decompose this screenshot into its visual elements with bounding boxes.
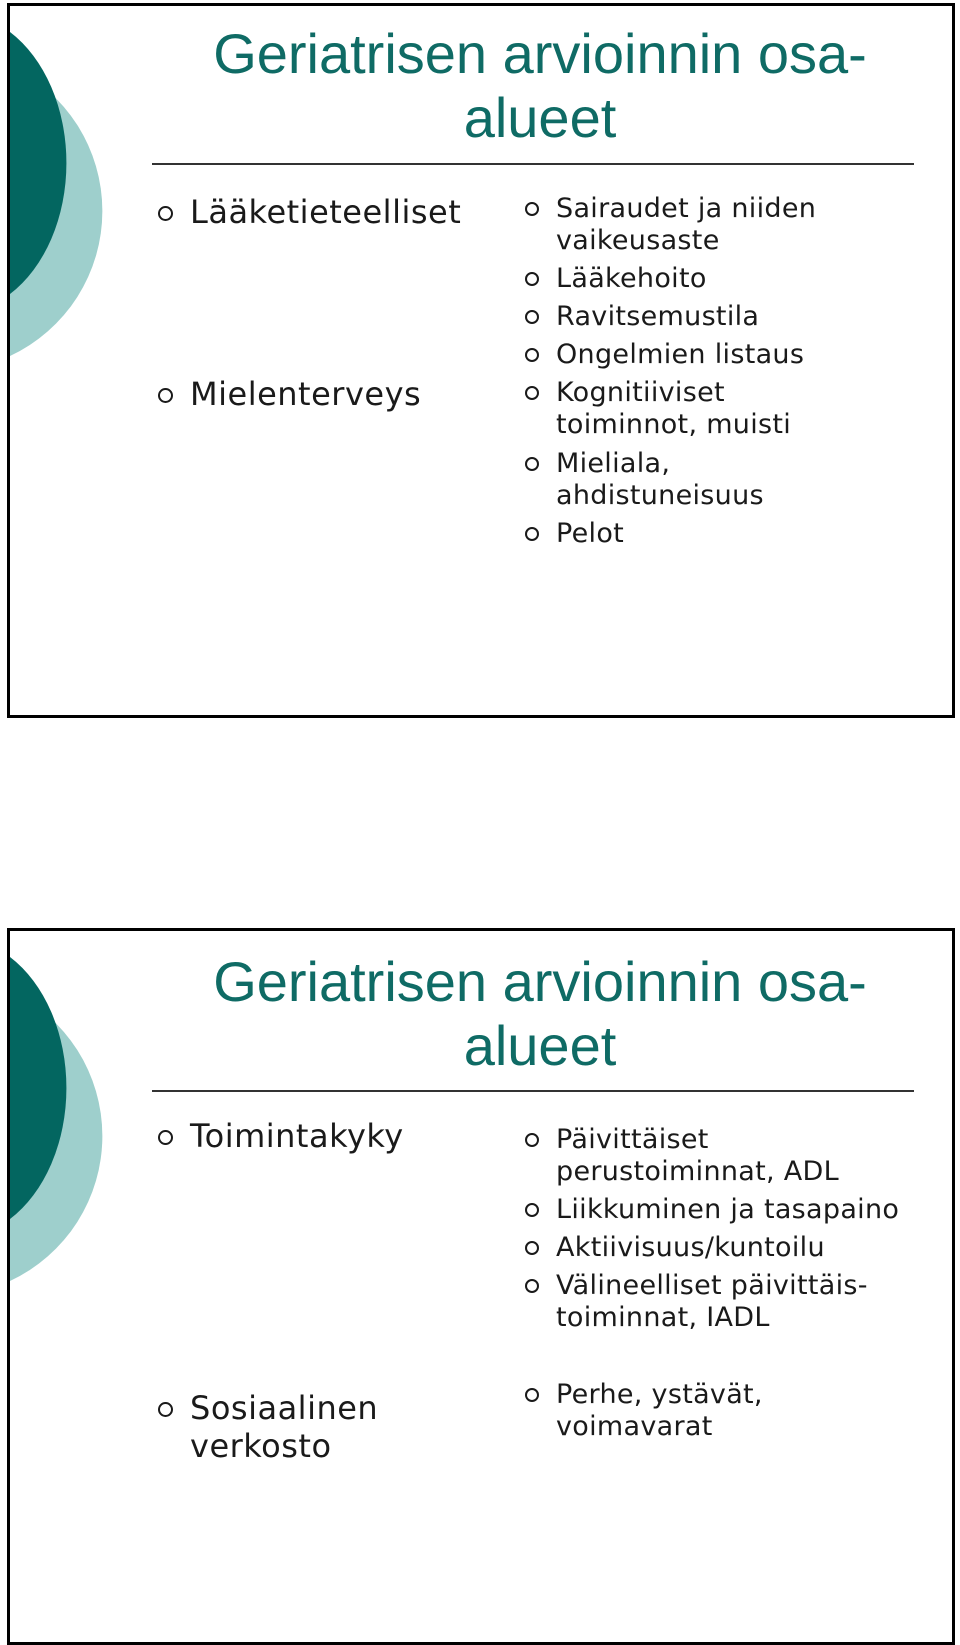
left-list-item	[158, 1117, 404, 1155]
right-list-item	[525, 1270, 868, 1334]
title-line-2: alueet	[463, 86, 617, 149]
right-item-text: Ravitsemustila	[556, 301, 760, 332]
right-item-line: ahdistuneisuus	[556, 480, 764, 511]
right-item-line: Mieliala,	[556, 448, 671, 479]
title-line-2: alueet	[463, 1014, 617, 1077]
left-item-line: Sosiaalinen	[190, 1389, 379, 1427]
right-item-text: Pelot	[556, 518, 625, 549]
hollow-bullet-icon	[525, 310, 539, 324]
hollow-bullet-icon	[158, 1130, 173, 1145]
hollow-bullet-icon	[525, 527, 539, 541]
right-list-item	[525, 1194, 899, 1226]
left-item-text: Toimintakyky	[190, 1117, 404, 1155]
hollow-bullet-icon	[525, 1203, 539, 1217]
hollow-bullet-icon	[525, 1279, 539, 1293]
right-item-line: Päivittäiset	[556, 1124, 709, 1155]
hollow-bullet-icon	[525, 272, 539, 286]
left-item-text	[190, 1389, 378, 1465]
right-item-line: toiminnat, IADL	[556, 1302, 770, 1333]
right-list-item	[525, 518, 624, 550]
slide-1	[7, 3, 955, 718]
right-item-text	[556, 377, 791, 441]
right-item-line: voimavarat	[556, 1411, 713, 1442]
right-item-text	[556, 1124, 839, 1188]
title-line-1: Geriatrisen arvioinnin osa-	[213, 950, 867, 1013]
right-item-line: Välineelliset päivittäis-	[556, 1270, 868, 1301]
right-item-text	[556, 193, 816, 257]
right-item-line: Kognitiiviset	[556, 377, 725, 408]
slide-decoration	[10, 931, 120, 1301]
right-list-item	[525, 377, 791, 441]
right-list-item	[525, 301, 759, 333]
left-item-text: Lääketieteelliset	[190, 193, 462, 231]
title-divider	[152, 163, 914, 165]
hollow-bullet-icon	[525, 1388, 539, 1402]
title-divider	[152, 1090, 914, 1092]
slide-2	[7, 928, 955, 1645]
slide-title	[160, 950, 920, 1078]
right-list-item	[525, 1124, 839, 1188]
right-item-text	[556, 1270, 868, 1334]
right-item-text	[556, 1379, 763, 1443]
hollow-bullet-icon	[525, 386, 539, 400]
right-item-text: Ongelmien listaus	[556, 339, 805, 370]
right-list-item	[525, 1379, 763, 1443]
right-list-item	[525, 263, 707, 295]
title-line-1: Geriatrisen arvioinnin osa-	[213, 22, 867, 85]
hollow-bullet-icon	[158, 206, 173, 221]
hollow-bullet-icon	[525, 202, 539, 216]
right-item-line: perustoiminnat, ADL	[556, 1156, 839, 1187]
right-item-text: Lääkehoito	[556, 263, 707, 294]
right-item-line: Sairaudet ja niiden	[556, 193, 817, 224]
hollow-bullet-icon	[525, 457, 539, 471]
slide-decoration	[10, 6, 120, 376]
right-item-text: Aktiivisuus/kuntoilu	[556, 1232, 825, 1263]
hollow-bullet-icon	[158, 388, 173, 403]
right-list-item	[525, 1232, 825, 1264]
hollow-bullet-icon	[525, 1133, 539, 1147]
left-item-line: verkosto	[190, 1427, 332, 1465]
hollow-bullet-icon	[158, 1402, 173, 1417]
left-list-item	[158, 193, 461, 231]
hollow-bullet-icon	[525, 1241, 539, 1255]
right-item-text	[556, 448, 764, 512]
left-list-item	[158, 1389, 378, 1465]
right-list-item	[525, 193, 816, 257]
right-item-line: toiminnot, muisti	[556, 409, 792, 440]
right-item-text: Liikkuminen ja tasapaino	[556, 1194, 900, 1225]
right-item-line: Perhe, ystävät,	[556, 1379, 763, 1410]
slide-title	[160, 22, 920, 150]
hollow-bullet-icon	[525, 348, 539, 362]
left-list-item	[158, 375, 421, 413]
right-list-item	[525, 339, 804, 371]
right-list-item	[525, 448, 764, 512]
right-item-line: vaikeusaste	[556, 225, 720, 256]
left-item-text: Mielenterveys	[190, 375, 422, 413]
